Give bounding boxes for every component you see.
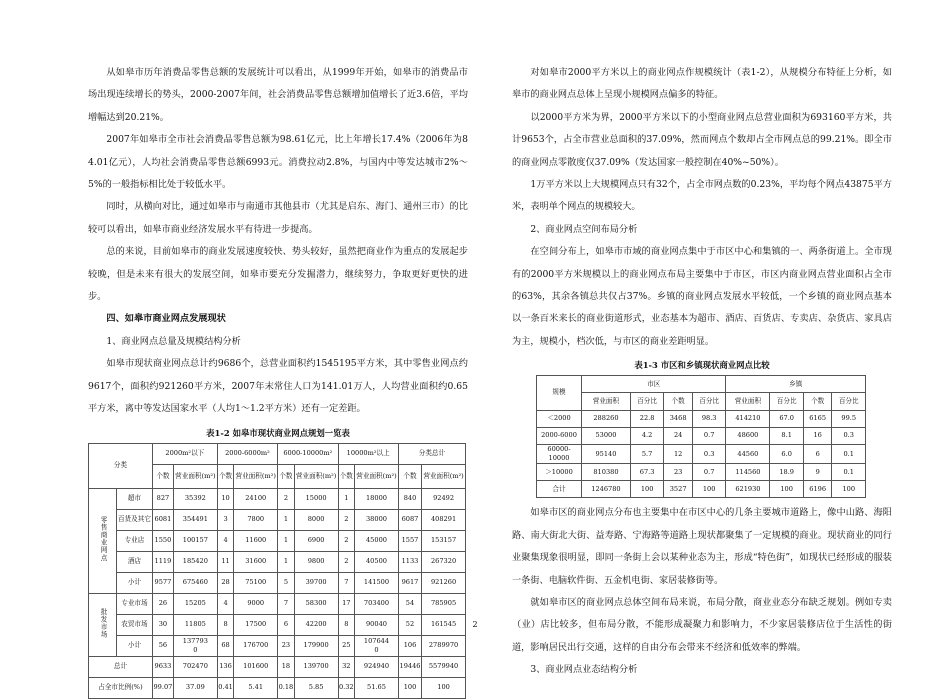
table-cell: 9577 [152,572,173,593]
table-row [89,530,466,551]
table-cell: 18 [278,656,295,677]
paragraph: 总的来说，目前如皋市的商业发展速度较快、势头较好，虽然把商业作为重点的发展起步较晚，但是未来有很大的发展空间，如皋市要充分发掘潜力，继续努力，争取更好更快的进步。 [88,246,468,303]
table-cell: 621930 [726,481,770,498]
table-cell: 137793 0 [173,635,217,656]
table-cell: 6196 [803,481,832,498]
table-cell: 703400 [355,593,399,614]
network-scale-table [88,443,466,699]
header-cell: 2000-6000m² [217,443,277,464]
header-cell: 营业面积(m²) [294,464,338,488]
table-cell: 19446 [398,656,421,677]
table-cell: 0.7 [692,464,725,481]
table-cell: 136 [217,656,234,677]
table-cell: 0.32 [338,677,355,698]
table-cell: 1550 [152,530,173,551]
header-cell: 个数 [803,393,832,410]
table-cell: 139700 [294,656,338,677]
header-cell: 分类 [89,443,153,488]
right-column [512,62,892,682]
table-cell: 1133 [398,551,421,572]
table-cell: 22.8 [630,410,663,427]
header-cell: 个数 [278,464,295,488]
subsection-heading: 2、商业网点空间布局分析 [530,223,638,235]
table-cell: 92492 [422,488,466,509]
paragraph: 就如皋市区的商业网点总体空间布局来说，布局分散，商业业态分布缺乏规划。例如专卖（业）店比较多，但布局分散，不能形成凝聚力和影响力，不少家居装修店位于生活性的街道，影响居民出行交通，这样的自由分布会带来不经济和低效率的弊端。 [512,597,892,653]
table-cell: 9000 [234,593,278,614]
table-cell: 75100 [234,572,278,593]
table-cell: 6900 [294,530,338,551]
table-cell: 40500 [355,551,399,572]
table-cell: 827 [152,488,173,509]
paragraph: 在空间分布上，如皋市市域的商业网点集中于市区中心和集镇的一、两条街道上。全市现有的2000平方米规模以上的商业网点布局主要集中于市区，市区内商业网点营业面积占全市的63%，其余各镇总共仅占37%。乡镇的商业网点发展水平较低，一个乡镇的商业网点基本以一条百米来长的商业街道形式，业态基本为超市、酒店、百货店、专卖店、杂货店、家具店为主，规模小，档次低，与市区的商业差距明显。 [512,246,892,347]
table-cell: 7 [338,572,355,593]
table-cell: 12 [664,445,693,464]
table-cell: 1557 [398,530,421,551]
table-cell: 11805 [173,614,217,635]
table-cell: 酒店 [117,551,153,572]
table-cell: 28 [217,572,234,593]
table-cell: 179900 [294,635,338,656]
table-cell: 合计 [537,481,582,498]
table-cell: 100 [630,481,663,498]
table-cell: 2 [278,488,295,509]
header-cell: 百分比 [692,393,725,410]
table-cell: 176700 [234,635,278,656]
table-cell: 100 [398,677,421,698]
paragraph: 1万平方米以上大规模网点只有32个，占全市网点数的0.23%，平均每个网点43875平方米，表明单个网点的规模较大。 [512,179,892,213]
table-cell: 5579940 [422,656,466,677]
table-cell: 114560 [726,464,770,481]
table-row [89,509,466,530]
table-cell: 2 [338,551,355,572]
header-cell: 6000-10000m² [278,443,338,464]
table-cell: 924940 [355,656,399,677]
header-cell: 个数 [398,464,421,488]
table-cell: 0.18 [278,677,295,698]
header-cell: 2000m²以下 [152,443,217,464]
table-cell: 3468 [664,410,693,427]
table-cell: 23 [278,635,295,656]
page-number: 2 [472,620,478,629]
table-cell: 42200 [294,614,338,635]
header-cell: 分类总计 [398,443,465,464]
table-cell: 1 [278,530,295,551]
paragraph: 如皋市区的商业网点分布也主要集中在市区中心的几条主要城市道路上，像中山路、海阳路、南大街北大街、益寿路、宁海路等道路上现状都聚集了一定规模的商业。现状商业的同行业聚集现象很明显，即同一条街上会以某种业态为主，形成“特色街”，如现状已经形成的服装一条街、电脑软件街、五金机电街、家居装修街等。 [512,507,892,586]
table-cell: 67.3 [630,464,663,481]
table-cell: 超市 [117,488,153,509]
table-cell: 9633 [152,656,173,677]
table-cell: 小计 [117,572,153,593]
table-cell: 52 [398,614,421,635]
subsection-heading: 1、商业网点总量及规模结构分析 [106,335,241,347]
table-cell: 810380 [582,464,631,481]
table-cell: 58300 [294,593,338,614]
table-cell: 702470 [173,656,217,677]
paragraph: 以2000平方米为界，2000平方米以下的小型商业网点总营业面积为693160平方米，共计9653个，占全市营业总面积的37.09%，然而网点个数却占全市网点总的99.21%。即全市的商业网点零散度仅37.09%（发达国家一般控制在40%~50%）。 [512,111,892,168]
table-cell: 7 [278,593,295,614]
table-cell: 占全市比例(%) [89,677,153,698]
table-cell: 153157 [422,530,466,551]
header-cell: 个数 [217,464,234,488]
table-cell: 4 [217,593,234,614]
table-cell: 100157 [173,530,217,551]
table-cell: 6087 [398,509,421,530]
table-cell: 24 [664,427,693,444]
table-cell: 5 [278,572,295,593]
header-cell: 营业面积(m²) [173,464,217,488]
table-cell: 45000 [355,530,399,551]
table-cell: 2 [338,509,355,530]
table-cell: 1119 [152,551,173,572]
table-cell: 10 [217,488,234,509]
table-cell: 101600 [234,656,278,677]
header-cell: 个数 [338,464,355,488]
table-cell: 1 [278,551,295,572]
row-group-text: 零售商业网点 [99,516,107,562]
table-row [89,593,466,614]
table-cell: 11600 [234,530,278,551]
table-cell: 小计 [117,635,153,656]
table-cell: 5.7 [630,445,663,464]
table-cell: 16 [803,427,832,444]
header-cell: 百分比 [630,393,663,410]
table-cell: 6 [803,445,832,464]
header-cell: 百分比 [770,393,803,410]
table-cell: 0.41 [217,677,234,698]
table-row [537,427,866,444]
table-cell: 8 [338,614,355,635]
table-cell: 354491 [173,509,217,530]
table-cell: 100 [770,481,803,498]
table-cell: 185420 [173,551,217,572]
table-cell: 60000-10000 [537,445,582,464]
header-cell: 营业面积 [582,393,631,410]
table-cell: 24100 [234,488,278,509]
table-cell: 30 [152,614,173,635]
left-column [88,62,468,699]
table-cell: 100 [832,481,866,498]
row-group-label [89,488,117,593]
table-cell: 106 [398,635,421,656]
table-cell: 15205 [173,593,217,614]
table-row [89,572,466,593]
table-cell: 4 [217,530,234,551]
table-cell: 288260 [582,410,631,427]
city-town-comparison-table [536,375,866,498]
table-cell: 专业市场 [117,593,153,614]
table-cell: 17500 [234,614,278,635]
header-cell: 规模 [537,376,582,410]
table-cell: ＞10000 [537,464,582,481]
table-cell: 总计 [89,656,153,677]
table-cell: 25 [338,635,355,656]
table-row [537,445,866,464]
section-heading: 四、如皋市商业网点发展现状 [106,313,226,325]
table-cell: 68 [217,635,234,656]
table-cell: 0.7 [692,427,725,444]
table-cell: 2789970 [422,635,466,656]
table-cell: 5.85 [294,677,338,698]
table-cell: 267320 [422,551,466,572]
paragraph: 从如皋市历年消费品零售总额的发展统计可以看出，从1999年开始，如皋市的消费品市场出现连续增长的势头，2000-2007年间，社会消费品零售总额增加值增长了近3.6倍，平均增幅达到20.21%。 [88,67,468,123]
table-cell: 35392 [173,488,217,509]
paragraph: 同时，从横向对比，通过如皋市与南通市其他县市（尤其是启东、海门、通州三市）的比较可以看出，如皋市商业经济发展水平有待进一步提高。 [88,201,468,235]
table-cell: 7800 [234,509,278,530]
table-cell: 921260 [422,572,466,593]
table-cell: 0.1 [832,464,866,481]
table-row [537,481,866,498]
header-cell: 百分比 [832,393,866,410]
table-cell: 31600 [234,551,278,572]
header-cell: 营业面积(m²) [355,464,399,488]
header-cell: 营业面积 [726,393,770,410]
table-cell: 8.1 [770,427,803,444]
table-cell: 11 [217,551,234,572]
table-caption: 表1-3 市区和乡镇现状商业网点比较 [634,360,770,371]
table-cell: 99.07 [152,677,173,698]
table-cell: 百货及其它 [117,509,153,530]
table-cell: 98.3 [692,410,725,427]
table-cell: 专业店 [117,530,153,551]
table-cell: 8000 [294,509,338,530]
table-cell: 38000 [355,509,399,530]
table-cell: 15000 [294,488,338,509]
table-cell: 0.1 [832,445,866,464]
table-cell: 18.9 [770,464,803,481]
table-cell: 51.65 [355,677,399,698]
table-cell: 0.3 [692,445,725,464]
table-cell: 26 [152,593,173,614]
table-cell: 95140 [582,445,631,464]
table-cell: 1 [278,509,295,530]
table-cell: 2 [338,530,355,551]
table-cell: 6 [278,614,295,635]
table-cell: 5.41 [234,677,278,698]
table-cell: 161545 [422,614,466,635]
table-cell: 100 [692,481,725,498]
table-cell: 53000 [582,427,631,444]
table-cell: 4.2 [630,427,663,444]
table-row [89,635,466,656]
table-cell: 8 [217,614,234,635]
table-cell: 6081 [152,509,173,530]
table-row [537,410,866,427]
table-cell: 2000-6000 [537,427,582,444]
table-cell: 32 [338,656,355,677]
table-row [89,488,466,509]
table-cell: 9 [803,464,832,481]
table-cell: 3527 [664,481,693,498]
header-cell: 市区 [582,376,726,393]
table-row [89,677,466,698]
table-cell: 54 [398,593,421,614]
table-cell: 0.3 [832,427,866,444]
table-cell: 3 [217,509,234,530]
table-cell: 1246780 [582,481,631,498]
paragraph: 如皋市现状商业网点总计约9686个，总营业面积约1545195平方米，其中零售业网点约9617个，面积约921260平方米，2007年末常住人口为141.01万人，人均营业面积约0.65平方米，离中等发达国家水平（人均1～1.2平方米）还有一定差距。 [88,358,468,415]
header-cell: 营业面积(m²) [422,464,466,488]
header-cell: 个数 [664,393,693,410]
table-cell: 785905 [422,593,466,614]
table-cell: 18000 [355,488,399,509]
table-cell: 48600 [726,427,770,444]
paragraph: 2007年如皋市全市社会消费品零售总额为98.61亿元，比上年增长17.4%（2006年为84.01亿元），人均社会消费品零售总额6993元。消费拉动2.8%，与国内中等发达城市2%～5%的一般指标相比处于较低水平。 [88,134,468,191]
subsection-heading: 3、商业网点业态结构分析 [530,664,638,676]
table-cell: 414210 [726,410,770,427]
table-cell: 39700 [294,572,338,593]
header-cell: 10000m²以上 [338,443,398,464]
table-cell: ＜2000 [537,410,582,427]
header-cell: 营业面积(m²) [234,464,278,488]
table-cell: 37.09 [173,677,217,698]
table-row [537,464,866,481]
table-cell: 44560 [726,445,770,464]
table-cell: 9617 [398,572,421,593]
table-cell: 107644 0 [355,635,399,656]
table-cell: 农贸市场 [117,614,153,635]
table-cell: 840 [398,488,421,509]
table-row [89,551,466,572]
paragraph: 对如皋市2000平方米以上的商业网点作规模统计（表1-2），从规模分布特征上分析，如皋市的商业网点总体上呈现小规模网点偏多的特征。 [512,67,892,101]
table-cell: 56 [152,635,173,656]
table-cell: 100 [422,677,466,698]
table-cell: 9800 [294,551,338,572]
table-cell: 67.0 [770,410,803,427]
table-cell: 17 [338,593,355,614]
table-cell: 408291 [422,509,466,530]
header-cell: 个数 [152,464,173,488]
table-cell: 23 [664,464,693,481]
table-cell: 6165 [803,410,832,427]
table-cell: 90040 [355,614,399,635]
table-cell: 675460 [173,572,217,593]
table-cell: 141500 [355,572,399,593]
table-caption: 表1-2 如皋市现状商业网点规划一览表 [206,427,350,438]
header-cell: 乡镇 [726,376,866,393]
row-group-text: 批发市场 [99,607,107,639]
table-cell: 6.0 [770,445,803,464]
table-cell: 1 [338,488,355,509]
table-cell: 99.5 [832,410,866,427]
table-row [89,656,466,677]
